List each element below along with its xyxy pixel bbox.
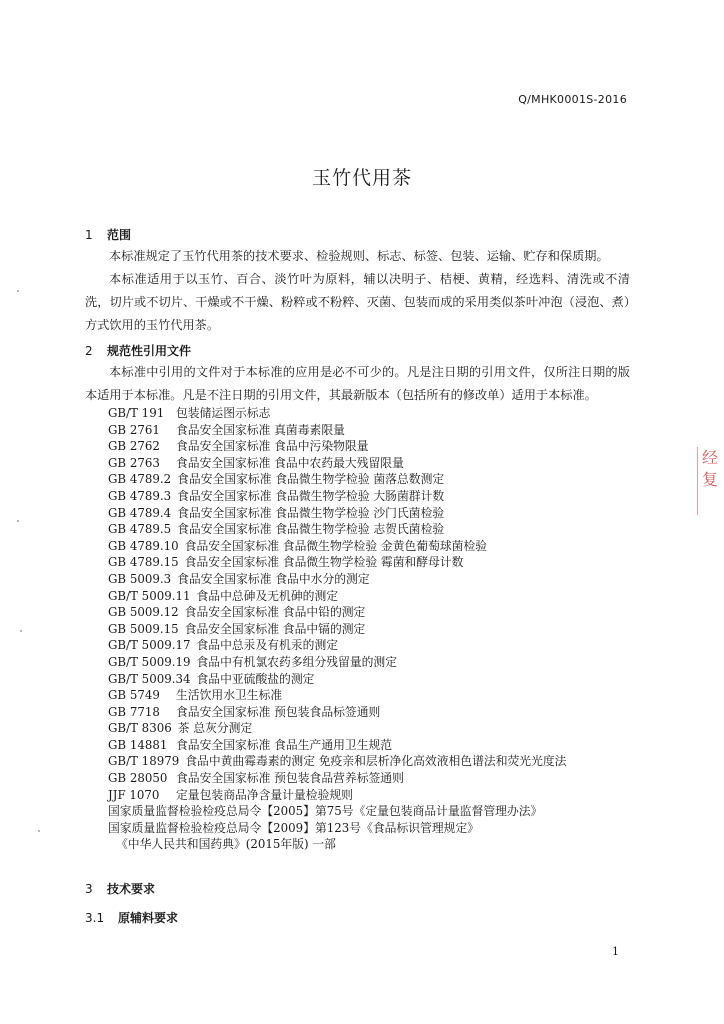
section-number: 3 xyxy=(85,882,93,896)
reference-code: GB 4789.15 xyxy=(108,555,179,570)
reference-title: 食品安全国家标准 食品中污染物限量 xyxy=(176,439,369,454)
reference-code: GB 4789.5 xyxy=(108,522,172,537)
reference-extra: 国家质量监督检验检疫总局令【2005】第75号《定量包装商品计量监督管理办法》 xyxy=(108,804,543,819)
reference-code: GB 4789.10 xyxy=(108,538,179,553)
reference-item xyxy=(108,588,566,605)
scan-dot xyxy=(20,630,22,632)
reference-title: 茶 总灰分测定 xyxy=(177,721,253,736)
reference-code: GB/T 5009.11 xyxy=(108,588,191,603)
reference-title: 食品安全国家标准 食品生产通用卫生规范 xyxy=(176,737,393,752)
reference-item xyxy=(108,471,566,488)
reference-item xyxy=(108,488,566,505)
reference-item xyxy=(108,538,566,555)
scan-dot xyxy=(38,830,40,832)
reference-title: 食品安全国家标准 真菌毒素限量 xyxy=(176,422,345,437)
section-title: 技术要求 xyxy=(107,882,156,896)
scan-dot xyxy=(17,290,19,292)
reference-code: GB/T 18979 xyxy=(108,754,180,769)
section-number: 3.1 xyxy=(85,911,105,925)
reference-code: GB 4789.4 xyxy=(108,505,172,520)
section-title: 范围 xyxy=(107,228,132,242)
reference-code: GB 28050 xyxy=(108,771,168,786)
reference-code: JJF 1070 xyxy=(108,787,160,802)
reference-title: 食品中有机氯农药多组分残留量的测定 xyxy=(196,654,398,669)
reference-title: 食品中总汞及有机汞的测定 xyxy=(196,638,339,653)
reference-item xyxy=(108,438,566,455)
reference-title: 食品安全国家标准 食品中水分的测定 xyxy=(177,571,370,586)
section-1-heading xyxy=(85,226,131,243)
reference-item xyxy=(108,455,566,472)
reference-code: GB 2761 xyxy=(108,422,160,437)
section-title: 规范性引用文件 xyxy=(107,344,192,358)
reference-title: 食品中黄曲霉毒素的测定 免疫亲和层析净化高效液相色谱法和荧光光度法 xyxy=(185,754,567,769)
reference-code: GB 5749 xyxy=(108,688,160,703)
document-title: 玉竹代用茶 xyxy=(311,167,412,189)
reference-title: 食品安全国家标准 食品中农药最大残留限量 xyxy=(176,455,404,470)
normative-reference-list xyxy=(108,405,566,853)
reference-item xyxy=(108,505,566,522)
section-number: 1 xyxy=(85,228,93,242)
reference-title: 食品安全国家标准 食品微生物学检验 志贺氏菌检验 xyxy=(177,522,445,537)
reference-title: 食品中亚硫酸盐的测定 xyxy=(196,671,315,686)
reference-item xyxy=(108,521,566,538)
reference-title: 生活饮用水卫生标准 xyxy=(176,688,283,703)
reference-item xyxy=(108,422,566,439)
reference-item xyxy=(108,671,566,688)
reference-extra: 国家质量监督检验检疫总局令【2009】第123号《食品标识管理规定》 xyxy=(108,820,480,835)
reference-item xyxy=(108,787,566,804)
reference-code: GB 2763 xyxy=(108,455,160,470)
reference-title: 食品安全国家标准 食品微生物学检验 大肠菌群计数 xyxy=(177,488,445,503)
reference-title: 食品安全国家标准 食品微生物学检验 沙门氏菌检验 xyxy=(177,505,445,520)
reference-item xyxy=(108,405,566,422)
reference-item xyxy=(108,554,566,571)
reference-title: 包装储运图示标志 xyxy=(176,406,271,420)
reference-item xyxy=(108,753,566,770)
reference-title: 食品安全国家标准 食品微生物学检验 菌落总数测定 xyxy=(177,472,445,487)
reference-item xyxy=(108,571,566,588)
reference-code: GB/T 191 xyxy=(108,406,165,420)
reference-code: GB/T 8306 xyxy=(108,721,172,736)
document-code: Q/MHK0001S-2016 xyxy=(518,93,627,106)
reference-code: GB 7718 xyxy=(108,704,160,719)
reference-title: 食品中总砷及无机砷的测定 xyxy=(196,588,339,603)
reference-code: GB/T 5009.19 xyxy=(108,654,191,669)
seal-stamp-fragment: 经 复 xyxy=(697,447,724,515)
scan-dot xyxy=(17,520,19,522)
reference-item xyxy=(108,737,566,754)
reference-item xyxy=(108,704,566,721)
reference-title: 食品安全国家标准 食品中镉的测定 xyxy=(184,621,366,636)
reference-item xyxy=(108,720,566,737)
section-title: 原辅料要求 xyxy=(118,911,179,925)
reference-code: GB 5009.3 xyxy=(108,571,172,586)
reference-item xyxy=(108,654,566,671)
reference-title: 食品安全国家标准 食品微生物学检验 霉菌和酵母计数 xyxy=(184,555,464,570)
reference-item xyxy=(108,687,566,704)
reference-title: 定量包装商品净含量计量检验规则 xyxy=(176,787,353,802)
reference-item xyxy=(108,621,566,638)
section-3-1-heading xyxy=(85,909,178,926)
section-2-heading xyxy=(85,342,191,359)
reference-code: GB 5009.15 xyxy=(108,621,179,636)
reference-extra: 《中华人民共和国药典》(2015年版) 一部 xyxy=(116,837,336,852)
reference-title: 食品安全国家标准 预包装食品营养标签通则 xyxy=(176,771,404,786)
reference-code: GB 4789.2 xyxy=(108,472,172,487)
reference-code: GB/T 5009.17 xyxy=(108,638,191,653)
reference-code: GB 4789.3 xyxy=(108,488,172,503)
reference-item xyxy=(108,637,566,654)
reference-code: GB/T 5009.34 xyxy=(108,671,191,686)
reference-code: GB 14881 xyxy=(108,737,168,752)
reference-code: GB 2762 xyxy=(108,439,160,454)
reference-item xyxy=(108,604,566,621)
reference-item xyxy=(108,770,566,787)
reference-title: 食品安全国家标准 食品微生物学检验 金黄色葡萄球菌检验 xyxy=(184,538,488,553)
section-1-paragraph-1: 本标准规定了玉竹代用茶的技术要求、检验规则、标志、标签、包装、运输、贮存和保质期。 xyxy=(109,249,609,263)
reference-title: 食品安全国家标准 预包装食品标签通则 xyxy=(176,704,381,719)
section-number: 2 xyxy=(85,344,93,358)
section-3-heading xyxy=(85,880,155,897)
section-1-paragraph-2: 本标准适用于以玉竹、百合、淡竹叶为原料，辅以决明子、桔梗、黄精，经选料、清洗或不清洗，切片或不切片、干燥或不干燥、粉粹或不粉粹、灭菌、包装而成的采用类似茶叶冲泡（浸泡、煮）方式饮用的玉竹代用茶。 xyxy=(85,272,630,332)
reference-title: 食品安全国家标准 食品中铅的测定 xyxy=(184,605,366,620)
section-2-paragraph-1: 本标准中引用的文件对于本标准的应用是必不可少的。凡是注日期的引用文件，仅所注日期的版本适用于本标准。凡是不注日期的引用文件，其最新版本（包括所有的修改单）适用于本标准。 xyxy=(85,365,630,402)
page-number: 1 xyxy=(612,945,619,958)
reference-code: GB 5009.12 xyxy=(108,605,179,620)
